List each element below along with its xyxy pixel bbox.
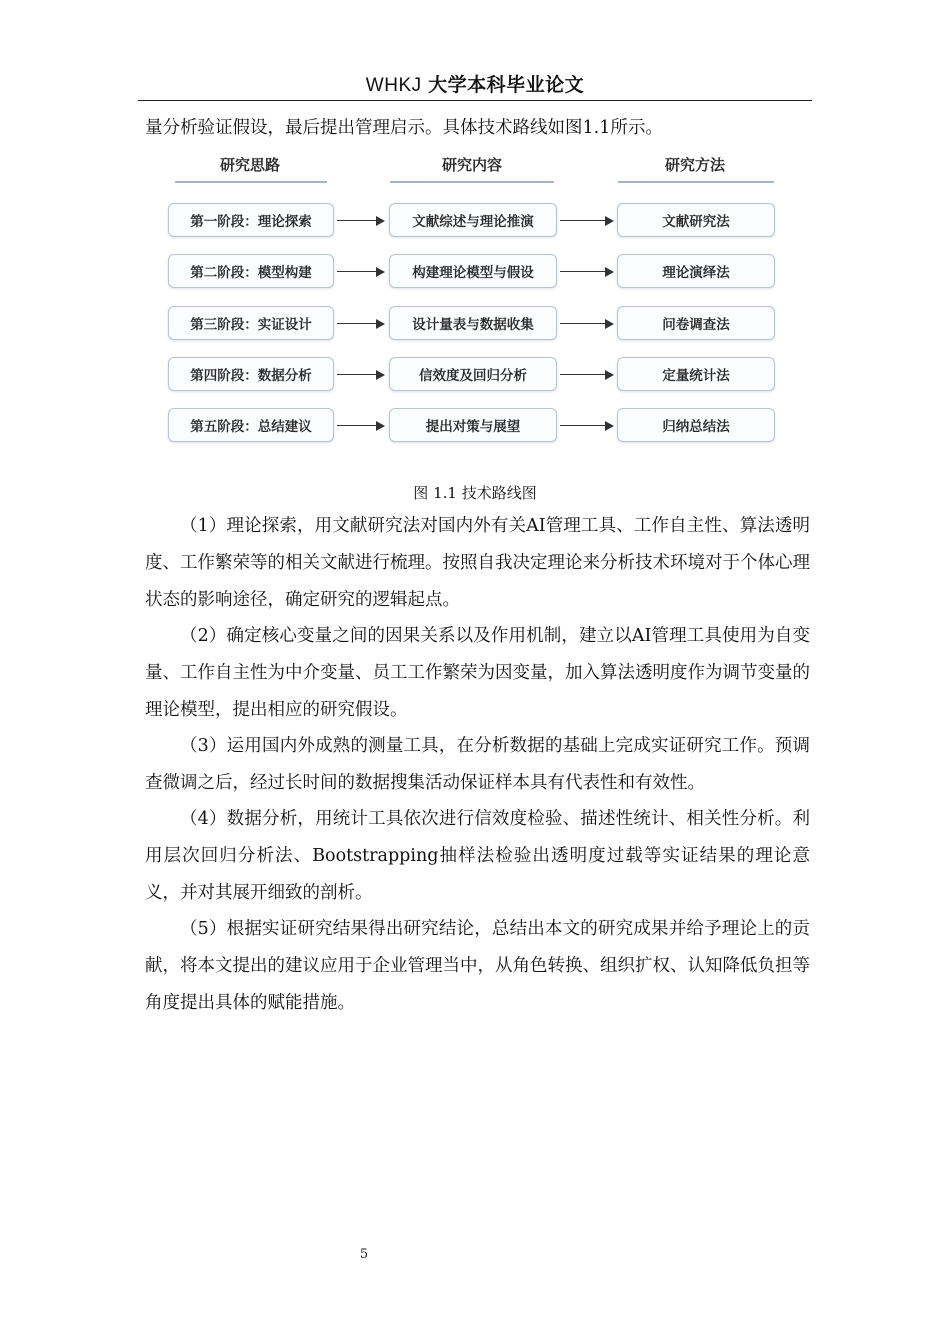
stage-box: 第四阶段：数据分析 [168, 357, 334, 391]
content-box: 信效度及回归分析 [389, 357, 557, 391]
arrow [337, 420, 385, 432]
arrow [560, 369, 614, 381]
arrow [337, 369, 385, 381]
method-box: 定量统计法 [617, 357, 775, 391]
paragraph: （1）理论探索，用文献研究法对国内外有关AI管理工具、工作自主性、算法透明度、工作繁荣等的相关文献进行梳理。按照自我决定理论来分析技术环境对于个体心理状态的影响途径，确定研究的逻辑起点。 [145, 516, 810, 610]
arrow [337, 266, 385, 278]
column-rule [618, 181, 774, 183]
stage-box: 第五阶段：总结建议 [168, 408, 334, 442]
header-school: WHKJ [365, 75, 422, 96]
arrow [337, 215, 385, 227]
paragraph: （5）根据实证研究结果得出研究结论，总结出本文的研究成果并给予理论上的贡献，将本文提出的建议应用于企业管理当中，从角色转换、组织扩权、认知降低负担等角度提出具体的赋能措施。 [145, 919, 810, 1013]
method-box: 文献研究法 [617, 203, 775, 237]
stage-box: 第一阶段：理论探索 [168, 203, 334, 237]
paragraph: （4）数据分析，用统计工具依次进行信效度检验、描述性统计、相关性分析。利用层次回归分析法、Bootstrapping抽样法检验出透明度过载等实证结果的理论意义，并对其展开细致的剖析。 [145, 809, 810, 903]
stage-box: 第二阶段：模型构建 [168, 254, 334, 288]
content-box: 设计量表与数据收集 [389, 306, 557, 340]
method-box: 归纳总结法 [617, 408, 775, 442]
content-box: 提出对策与展望 [389, 408, 557, 442]
header-title: 大学本科毕业论文 [428, 74, 585, 96]
column-header-thinking: 研究思路 [219, 156, 280, 174]
method-box: 问卷调查法 [617, 306, 775, 340]
arrow [560, 215, 614, 227]
column-rule [175, 181, 327, 183]
arrow [560, 420, 614, 432]
stage-box: 第三阶段：实证设计 [168, 306, 334, 340]
arrow [560, 318, 614, 330]
page-number: 5 [359, 1247, 369, 1262]
arrow [337, 318, 385, 330]
paragraph: （2）确定核心变量之间的因果关系以及作用机制，建立以AI管理工具使用为自变量、工作自主性为中介变量、员工工作繁荣为因变量，加入算法透明度作为调节变量的理论模型，提出相应的研究假设。 [145, 626, 810, 720]
column-header-method: 研究方法 [664, 156, 725, 174]
content-box: 文献综述与理论推演 [389, 203, 557, 237]
intro-line: 量分析验证假设，最后提出管理启示。具体技术路线如图1.1所示。 [145, 118, 663, 138]
content-box: 构建理论模型与假设 [389, 254, 557, 288]
running-header [138, 70, 812, 101]
column-rule [390, 181, 554, 183]
arrow [560, 266, 614, 278]
paragraph: （3）运用国内外成熟的测量工具，在分析数据的基础上完成实证研究工作。预调查微调之后，经过长时间的数据搜集活动保证样本具有代表性和有效性。 [145, 736, 810, 793]
column-header-content: 研究内容 [441, 156, 502, 174]
technical-roadmap-figure [163, 150, 785, 455]
method-box: 理论演绎法 [617, 254, 775, 288]
figure-caption: 图 1.1 技术路线图 [413, 484, 537, 502]
